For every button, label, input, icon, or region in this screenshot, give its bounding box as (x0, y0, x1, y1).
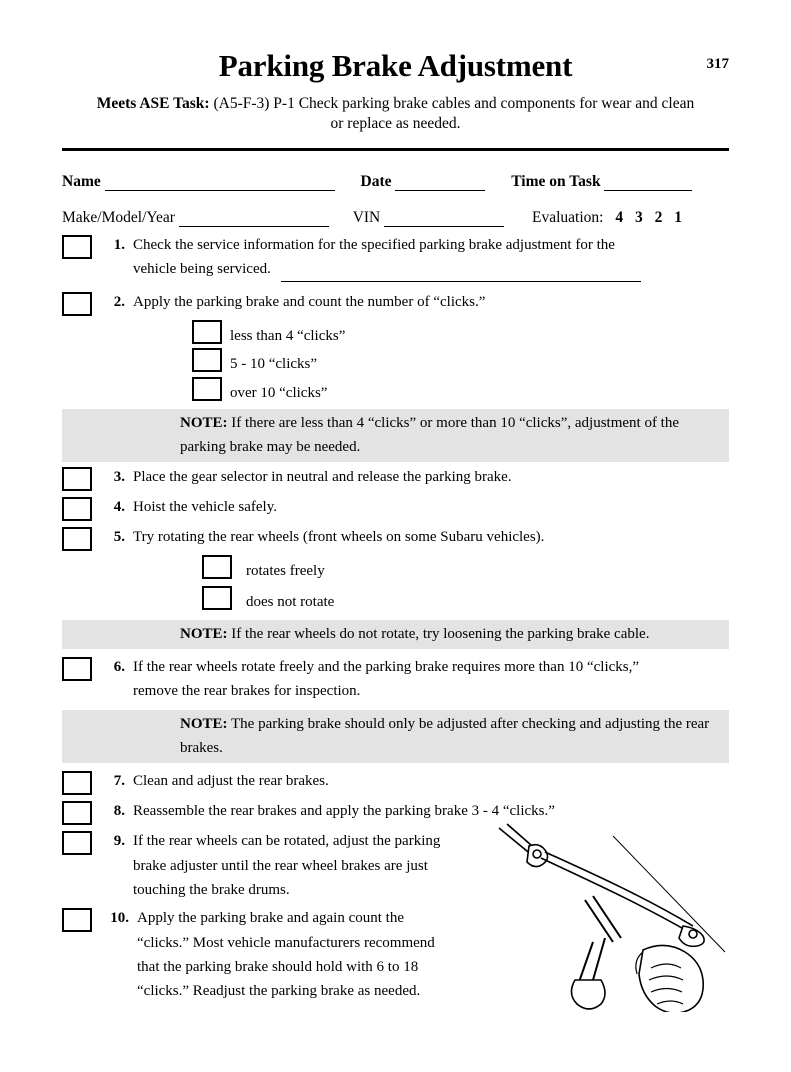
list-item (62, 495, 729, 521)
note-label: NOTE: (180, 625, 228, 642)
item-number: 7. (113, 773, 125, 790)
item-body (133, 290, 729, 314)
list-item (62, 233, 729, 282)
item-text: Apply the parking brake and count the number of “clicks.” (133, 293, 486, 310)
option-label: 5 - 10 “clicks” (230, 356, 318, 373)
note-label: NOTE: (180, 414, 228, 431)
vin-label: VIN (352, 208, 381, 226)
item-number: 1. (113, 236, 125, 253)
checkbox-item-9[interactable] (62, 831, 92, 855)
item-text-cont: brake adjuster until the rear wheel brakes are just (133, 857, 428, 874)
checkbox-item-5[interactable] (62, 527, 92, 551)
header-divider (62, 148, 729, 151)
make-model-year-input[interactable] (179, 212, 329, 227)
parking-brake-cable-illustration (493, 822, 733, 1012)
date-input[interactable] (395, 176, 485, 191)
item-body: Reassemble the rear brakes and apply the parking brake 3 - 4 “clicks.” (133, 803, 555, 820)
list-item (62, 655, 729, 704)
note-block-3 (62, 710, 729, 764)
list-item (62, 769, 729, 795)
option-label: rotates freely (246, 563, 325, 580)
ase-task-text: (A5-F-3) P-1 Check parking brake cables and components for wear and clean or replace as needed. (213, 95, 695, 133)
item-body (133, 233, 729, 282)
checkbox-does-not-rotate[interactable] (202, 586, 232, 610)
item-number: 4. (113, 499, 125, 516)
evaluation-label: Evaluation: (532, 208, 604, 226)
item-body: Try rotating the rear wheels (front wheels on some Subaru vehicles). (133, 529, 545, 546)
checkbox-less-than-4-clicks[interactable] (192, 320, 222, 344)
make-model-year-label: Make/Model/Year (62, 208, 175, 226)
item-1-answer-line[interactable] (281, 267, 641, 282)
list-item (62, 290, 729, 316)
item-text-cont2: that the parking brake should hold with 6 to 18 (137, 958, 419, 975)
item-text: If the rear wheels rotate freely and the parking brake requires more than 10 “clicks,” (133, 659, 640, 676)
name-input[interactable] (105, 176, 335, 191)
page-number: 317 (706, 56, 729, 72)
option-label: over 10 “clicks” (230, 385, 328, 401)
item-text-cont: “clicks.” Most vehicle manufacturers recommend (137, 934, 435, 951)
checkbox-over-10-clicks[interactable] (192, 377, 222, 401)
list-item (62, 465, 729, 491)
time-on-task-label: Time on Task (511, 172, 601, 190)
ase-task-label: Meets ASE Task: (96, 95, 210, 112)
checkbox-item-1[interactable] (62, 235, 92, 259)
checkbox-item-6[interactable] (62, 657, 92, 681)
worksheet-page (0, 48, 791, 1072)
note-text: The parking brake should only be adjusted after checking and adjusting the rear brakes. (180, 715, 710, 757)
note-label: NOTE: (180, 715, 228, 732)
name-label: Name (62, 172, 101, 190)
checkbox-item-7[interactable] (62, 771, 92, 795)
note-text: If the rear wheels do not rotate, try loosening the parking brake cable. (231, 625, 650, 642)
clicks-option-row (192, 377, 729, 405)
item-body: Place the gear selector in neutral and release the parking brake. (133, 469, 512, 486)
date-label: Date (360, 172, 392, 190)
item-text-cont: vehicle being serviced. (133, 261, 271, 278)
vin-input[interactable] (384, 212, 504, 227)
checkbox-item-10[interactable] (62, 908, 92, 932)
item-text-cont2: touching the brake drums. (133, 881, 290, 898)
item-text: Check the service information for the specified parking brake adjustment for the (133, 236, 615, 253)
item-number: 10. (110, 910, 129, 927)
item-body: Clean and adjust the rear brakes. (133, 773, 329, 790)
ase-task-subtitle (62, 94, 729, 135)
option-label: does not rotate (246, 594, 335, 611)
item-number: 6. (113, 659, 125, 676)
item-text: If the rear wheels can be rotated, adjust the parking (133, 833, 441, 850)
item-body (137, 906, 537, 1003)
evaluation-scale[interactable]: 4 3 2 1 (615, 208, 686, 226)
clicks-option-row (192, 320, 729, 348)
item-body (133, 829, 553, 902)
list-item (62, 525, 729, 551)
item-text-cont: remove the rear brakes for inspection. (133, 683, 361, 700)
checkbox-5-to-10-clicks[interactable] (192, 348, 222, 372)
note-block-1 (62, 409, 729, 463)
item-number: 2. (113, 293, 125, 310)
checkbox-item-2[interactable] (62, 292, 92, 316)
time-on-task-input[interactable] (604, 176, 692, 191)
item-number: 3. (113, 469, 125, 486)
note-text: If there are less than 4 “clicks” or more than 10 “clicks”, adjustment of the parking brake may be needed. (180, 414, 680, 456)
identity-fields-row (62, 173, 729, 191)
page-title: Parking Brake Adjustment (218, 48, 573, 83)
item-body (133, 655, 729, 704)
rotate-option-row (202, 586, 729, 614)
checkbox-item-8[interactable] (62, 801, 92, 825)
item-text: Apply the parking brake and again count the (137, 910, 404, 927)
note-block-2 (62, 620, 729, 649)
option-label: less than 4 “clicks” (230, 327, 346, 344)
checkbox-item-4[interactable] (62, 497, 92, 521)
item-number: 8. (113, 803, 125, 820)
item-text-cont3: “clicks.” Readjust the parking brake as needed. (137, 983, 421, 1000)
vehicle-fields-row (62, 209, 729, 227)
item-number: 9. (113, 833, 125, 850)
item-body: Hoist the vehicle safely. (133, 499, 277, 516)
checkbox-rotates-freely[interactable] (202, 555, 232, 579)
rotate-option-row (202, 555, 729, 583)
item-number: 5. (113, 529, 125, 546)
checkbox-item-3[interactable] (62, 467, 92, 491)
clicks-option-row (192, 348, 729, 376)
